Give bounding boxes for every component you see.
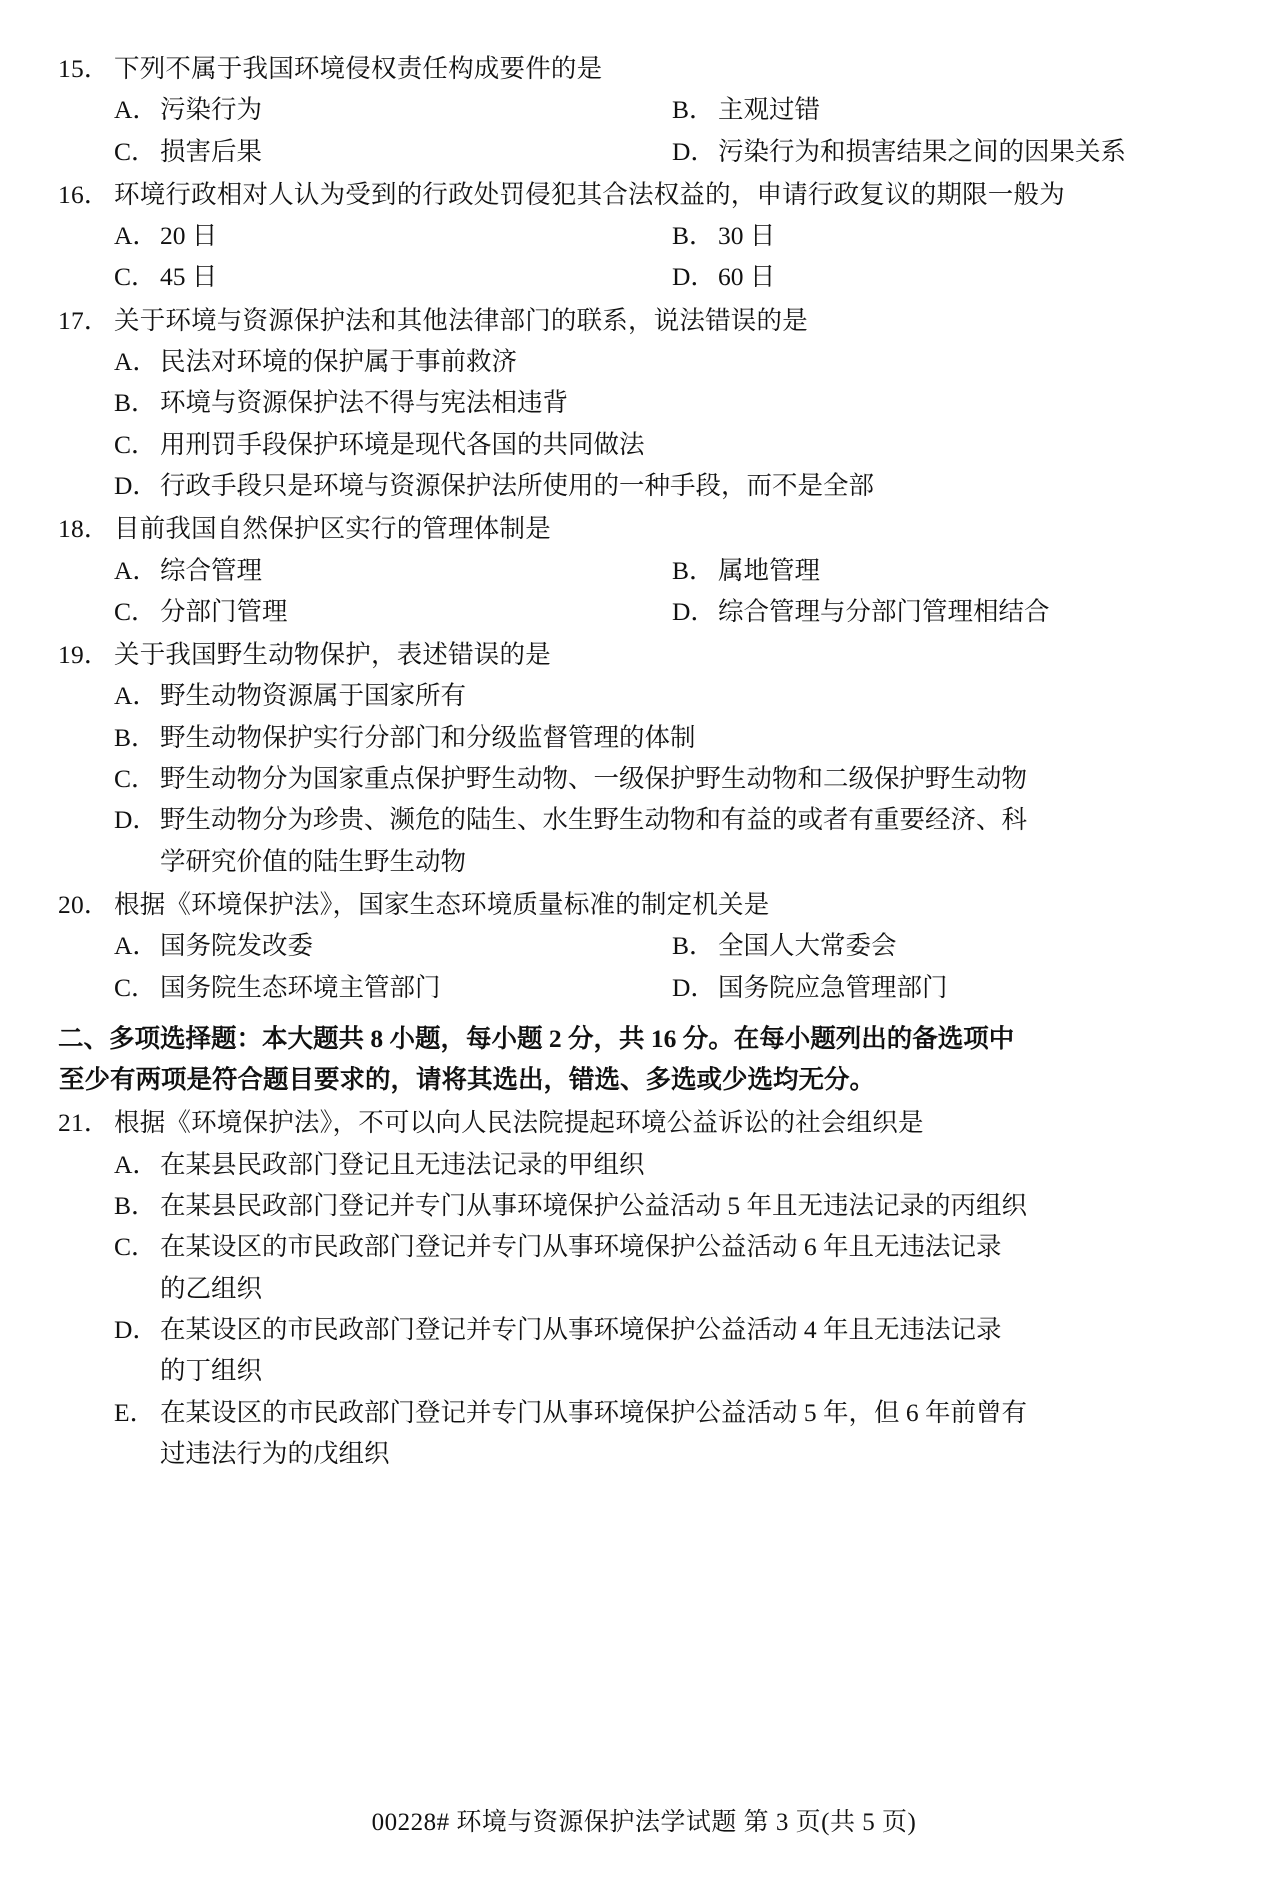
option-item[interactable] (114, 465, 1230, 506)
question-text: 根据《环境保护法》，国家生态环境质量标准的制定机关是 (114, 889, 770, 919)
question-stem (58, 48, 1230, 89)
option-text (160, 1309, 1230, 1392)
question-number: 17． (58, 305, 110, 335)
option-text: 主观过错 (718, 95, 821, 125)
option-item[interactable] (672, 215, 1230, 256)
option-text-line2: 过违法行为的戊组织 (160, 1438, 390, 1468)
option-text-line2: 的乙组织 (160, 1273, 263, 1303)
option-text: 损害后果 (160, 136, 263, 166)
option-label: B． (672, 555, 715, 585)
option-text-line1: 在某设区的市民政部门登记并专门从事环境保护公益活动 5 年，但 6 年前曾有 (160, 1397, 1028, 1427)
option-item[interactable] (114, 382, 1230, 423)
question-stem (58, 174, 1230, 215)
option-label: D． (114, 1314, 158, 1344)
option-text: 用刑罚手段保护环境是现代各国的共同做法 (160, 429, 645, 459)
option-text: 野生动物保护实行分部门和分级监督管理的体制 (160, 722, 696, 752)
option-label: D． (114, 470, 158, 500)
option-item[interactable] (114, 1226, 1230, 1309)
option-item[interactable] (114, 591, 672, 632)
option-label: C． (114, 429, 157, 459)
option-list (58, 675, 1230, 881)
option-text-line1: 野生动物分为珍贵、濒危的陆生、水生野生动物和有益的或者有重要经济、科 (160, 805, 1028, 835)
page-footer: 00228# 环境与资源保护法学试题 第 3 页(共 5 页) (371, 1809, 917, 1836)
option-label: A． (114, 221, 158, 251)
option-list (58, 1144, 1230, 1474)
section-line1: 多项选择题：本大题共 8 小题，每小题 2 分，共 16 分。在每小题列出的备选项中 (109, 1023, 1015, 1053)
option-label: A． (114, 347, 158, 377)
option-item[interactable] (114, 1185, 1230, 1226)
option-text: 野生动物资源属于国家所有 (160, 681, 467, 711)
option-item[interactable] (114, 717, 1230, 758)
option-label: B． (114, 388, 157, 418)
option-label: B． (672, 221, 715, 251)
section-number: 二、 (58, 1023, 110, 1053)
option-label: A． (114, 931, 158, 961)
question-17 (58, 300, 1230, 506)
question-number: 18． (58, 514, 110, 544)
question-18 (58, 508, 1230, 632)
option-text: 污染行为和损害结果之间的因果关系 (718, 136, 1127, 166)
option-item[interactable] (114, 89, 672, 130)
option-text (160, 1226, 1230, 1309)
question-number: 15． (58, 54, 110, 83)
option-item[interactable] (114, 967, 672, 1008)
option-item[interactable] (114, 925, 672, 966)
option-text: 国务院生态环境主管部门 (160, 972, 441, 1002)
option-label: D． (114, 805, 158, 835)
option-item[interactable] (672, 550, 1230, 591)
option-item[interactable] (114, 256, 672, 297)
question-text: 关于我国野生动物保护，表述错误的是 (114, 640, 551, 670)
option-label: D． (672, 972, 716, 1002)
option-label: D． (672, 262, 716, 292)
question-stem (58, 1102, 1230, 1143)
option-text: 分部门管理 (160, 596, 288, 626)
option-label: B． (114, 1191, 157, 1221)
question-text: 环境行政相对人认为受到的行政处罚侵犯其合法权益的，申请行政复议的期限一般为 (114, 179, 1065, 209)
question-20 (58, 884, 1230, 1008)
option-item[interactable] (672, 89, 1230, 130)
option-item[interactable] (114, 550, 672, 591)
option-item[interactable] (672, 967, 1230, 1008)
option-label: A． (114, 681, 158, 711)
option-item[interactable] (114, 758, 1230, 799)
option-item[interactable] (672, 256, 1230, 297)
option-item[interactable] (114, 341, 1230, 382)
option-text: 野生动物分为国家重点保护野生动物、一级保护野生动物和二级保护野生动物 (160, 764, 1028, 794)
option-text: 60 日 (718, 262, 776, 292)
question-stem (58, 508, 1230, 549)
option-text: 国务院发改委 (160, 931, 314, 961)
option-label: A． (114, 95, 158, 125)
question-21 (58, 1102, 1230, 1474)
option-item[interactable] (114, 1309, 1230, 1392)
option-text: 行政手段只是环境与资源保护法所使用的一种手段，而不是全部 (160, 470, 875, 500)
question-number: 20． (58, 889, 110, 919)
option-item[interactable] (672, 925, 1230, 966)
option-label: C． (114, 972, 157, 1002)
question-15 (58, 48, 1230, 172)
option-list (58, 341, 1230, 506)
option-list (58, 89, 1230, 172)
question-number: 16． (58, 179, 110, 209)
option-label: C． (114, 1232, 157, 1262)
option-text: 污染行为 (160, 95, 263, 125)
option-label: C． (114, 596, 157, 626)
question-19 (58, 634, 1230, 882)
option-item[interactable] (114, 1392, 1230, 1475)
option-item[interactable] (114, 675, 1230, 716)
option-list (58, 215, 1230, 298)
option-item[interactable] (114, 131, 672, 172)
option-text-line2: 学研究价值的陆生野生动物 (160, 846, 467, 876)
option-text-line1: 在某设区的市民政部门登记并专门从事环境保护公益活动 4 年且无违法记录 (160, 1314, 1002, 1344)
option-text: 综合管理 (160, 555, 263, 585)
question-text: 根据《环境保护法》，不可以向人民法院提起环境公益诉讼的社会组织是 (114, 1108, 924, 1138)
option-text: 20 日 (160, 221, 218, 251)
option-text: 在某县民政部门登记并专门从事环境保护公益活动 5 年且无违法记录的丙组织 (160, 1191, 1028, 1221)
option-item[interactable] (672, 131, 1230, 172)
section-line2: 至少有两项是符合题目要求的，请将其选出，错选、多选或少选均无分。 (59, 1065, 876, 1095)
option-text (160, 799, 1230, 882)
option-item[interactable] (114, 424, 1230, 465)
option-list (58, 550, 1230, 633)
question-number: 21． (58, 1108, 110, 1138)
option-text-line2: 的丁组织 (160, 1356, 263, 1386)
question-text: 目前我国自然保护区实行的管理体制是 (114, 514, 551, 544)
question-stem (58, 634, 1230, 675)
option-label: C． (114, 764, 157, 794)
option-label: A． (114, 555, 158, 585)
option-item[interactable] (114, 215, 672, 256)
option-text: 在某县民政部门登记且无违法记录的甲组织 (160, 1149, 645, 1179)
option-label: C． (114, 262, 157, 292)
option-label: A． (114, 1149, 158, 1179)
question-text: 关于环境与资源保护法和其他法律部门的联系，说法错误的是 (114, 305, 808, 335)
option-text: 国务院应急管理部门 (718, 972, 948, 1002)
option-list (58, 925, 1230, 1008)
option-label: B． (672, 931, 715, 961)
option-text: 30 日 (718, 221, 776, 251)
option-text-line1: 在某设区的市民政部门登记并专门从事环境保护公益活动 6 年且无违法记录 (160, 1232, 1002, 1262)
question-stem (58, 884, 1230, 925)
option-text: 民法对环境的保护属于事前救济 (160, 347, 518, 377)
option-item[interactable] (114, 1144, 1230, 1185)
option-label: E． (114, 1397, 156, 1427)
question-text: 下列不属于我国环境侵权责任构成要件的是 (114, 54, 603, 83)
option-label: D． (672, 136, 716, 166)
option-label: B． (672, 95, 715, 125)
option-item[interactable] (114, 799, 1230, 882)
option-label: D． (672, 596, 716, 626)
section-heading (58, 1018, 1230, 1101)
question-16 (58, 174, 1230, 298)
option-text: 45 日 (160, 262, 218, 292)
option-text: 属地管理 (718, 555, 821, 585)
option-label: C． (114, 136, 157, 166)
option-text: 综合管理与分部门管理相结合 (718, 596, 1050, 626)
option-text: 全国人大常委会 (718, 931, 897, 961)
option-item[interactable] (672, 591, 1230, 632)
question-number: 19． (58, 640, 110, 670)
option-text: 环境与资源保护法不得与宪法相违背 (160, 388, 569, 418)
option-label: B． (114, 722, 157, 752)
option-text (160, 1392, 1230, 1475)
question-stem (58, 300, 1230, 341)
